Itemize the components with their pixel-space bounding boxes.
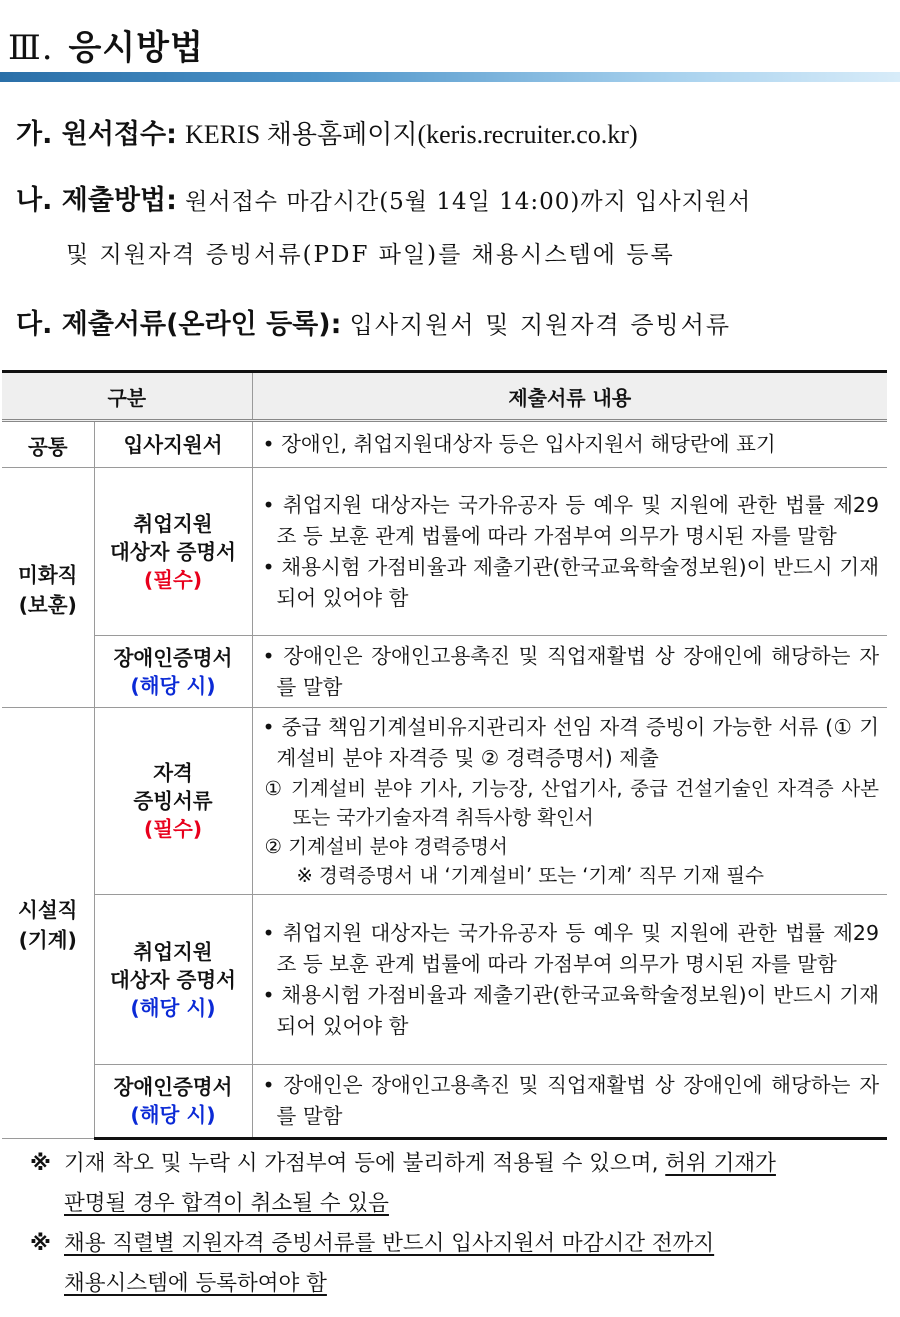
- underlined-text: 채용시스템에 등록하여야 함: [64, 1271, 327, 1296]
- doc-cell: 장애인증명서 (해당 시): [94, 636, 252, 708]
- table-row: [2, 1065, 887, 1139]
- table-row: [2, 421, 887, 468]
- item-label: 다. 제출서류: [16, 309, 167, 340]
- item-label-small: (온라인 등록):: [166, 309, 342, 340]
- underlined-text: 채용 직렬별 지원자격 증빙서류를 반드시 입사지원서 마감시간 전까지: [64, 1231, 715, 1256]
- table-row: [2, 708, 887, 895]
- content-cell: • 중급 책임기계설비유지관리자 선임 자격 증빙이 가능한 서류 (① 기계설비 분야 자격증 및 ② 경력증명서) 제출 ① 기계설비 분야 기사, 기능장, 산업기사, 중급 건설기술인 자격증 사본 또는 국가기술자격 취득사항 확인서 ② 기계설비 분야 경력증명서 ※ 경력증명서 내 ‘기계설비’ 또는 ‘기계’ 직무 기재 필수: [252, 708, 887, 895]
- section-number: Ⅲ.: [8, 28, 54, 68]
- group-cell: 미화직 (보훈): [2, 468, 94, 708]
- underlined-text: 허위 기재가: [665, 1151, 776, 1176]
- table-row: [2, 636, 887, 708]
- footnote-1: ※ 기재 착오 및 누락 시 가점부여 등에 불리하게 적용될 수 있으며, 허위 기재가 판명될 경우 합격이 취소될 수 있음: [30, 1144, 890, 1224]
- table-row: [2, 895, 887, 1065]
- content-cell: • 장애인은 장애인고용촉진 및 직업재활법 상 장애인에 해당하는 자를 말함: [252, 636, 887, 708]
- table-row: [2, 468, 887, 636]
- doc-cell: 취업지원 대상자 증명서 (해당 시): [94, 895, 252, 1065]
- group-cell: 공통: [2, 421, 94, 468]
- conditional-flag: (해당 시): [130, 673, 216, 698]
- doc-cell: 취업지원 대상자 증명서 (필수): [94, 468, 252, 636]
- content-cell: • 장애인, 취업지원대상자 등은 입사지원서 해당란에 표기: [252, 421, 887, 468]
- content-cell: • 취업지원 대상자는 국가유공자 등 예우 및 지원에 관한 법률 제29조 등 보훈 관계 법률에 따라 가점부여 의무가 명시된 자를 말함 • 채용시험 가점비율과 제출기관(한국교육학술정보원)이 반드시 기재되어 있어야 함: [252, 468, 887, 636]
- item-label: 나. 제출방법:: [16, 185, 177, 216]
- conditional-flag: (해당 시): [130, 995, 216, 1020]
- doc-cell: 입사지원서: [94, 421, 252, 468]
- doc-cell: 장애인증명서 (해당 시): [94, 1065, 252, 1139]
- item-label: 가. 원서접수:: [16, 119, 177, 150]
- group-cell: 시설직 (기계): [2, 708, 94, 1139]
- header-category: 구분: [2, 372, 252, 421]
- note-mark: ※: [30, 1151, 51, 1176]
- title-underline-bar: [0, 72, 900, 82]
- item-text: 입사지원서 및 지원자격 증빙서류: [349, 311, 732, 339]
- section-title: [8, 20, 204, 69]
- required-flag: (필수): [143, 817, 203, 841]
- item-documents: [16, 302, 731, 341]
- item-text: 및 지원자격 증빙서류(PDF 파일)를 채용시스템에 등록: [66, 242, 675, 268]
- section-title-text: 응시방법: [68, 28, 204, 68]
- conditional-flag: (해당 시): [130, 1103, 216, 1127]
- content-cell: • 취업지원 대상자는 국가유공자 등 예우 및 지원에 관한 법률 제29조 등 보훈 관계 법률에 따라 가점부여 의무가 명시된 자를 말함 • 채용시험 가점비율과 제출기관(한국교육학술정보원)이 반드시 기재되어 있어야 함: [252, 895, 887, 1065]
- item-submission-method-cont: [66, 236, 675, 269]
- item-application: [16, 112, 638, 151]
- footnote-2: [30, 1224, 890, 1304]
- underlined-text: 판명될 경우 합격이 취소될 수 있음: [64, 1191, 389, 1216]
- table-header-row: [2, 372, 887, 421]
- item-submission-method: [16, 178, 751, 217]
- doc-cell: 자격 증빙서류 (필수): [94, 708, 252, 895]
- item-text: 원서접수 마감시간(5월 14일 14:00)까지 입사지원서: [185, 189, 752, 215]
- content-cell: • 장애인은 장애인고용촉진 및 직업재활법 상 장애인에 해당하는 자를 말함: [252, 1065, 887, 1139]
- item-text: KERIS 채용홈페이지(keris.recruiter.co.kr): [185, 120, 638, 149]
- note-mark: ※: [30, 1231, 51, 1256]
- header-content: 제출서류 내용: [252, 372, 887, 421]
- documents-table: [2, 370, 887, 1140]
- required-flag: (필수): [143, 567, 203, 592]
